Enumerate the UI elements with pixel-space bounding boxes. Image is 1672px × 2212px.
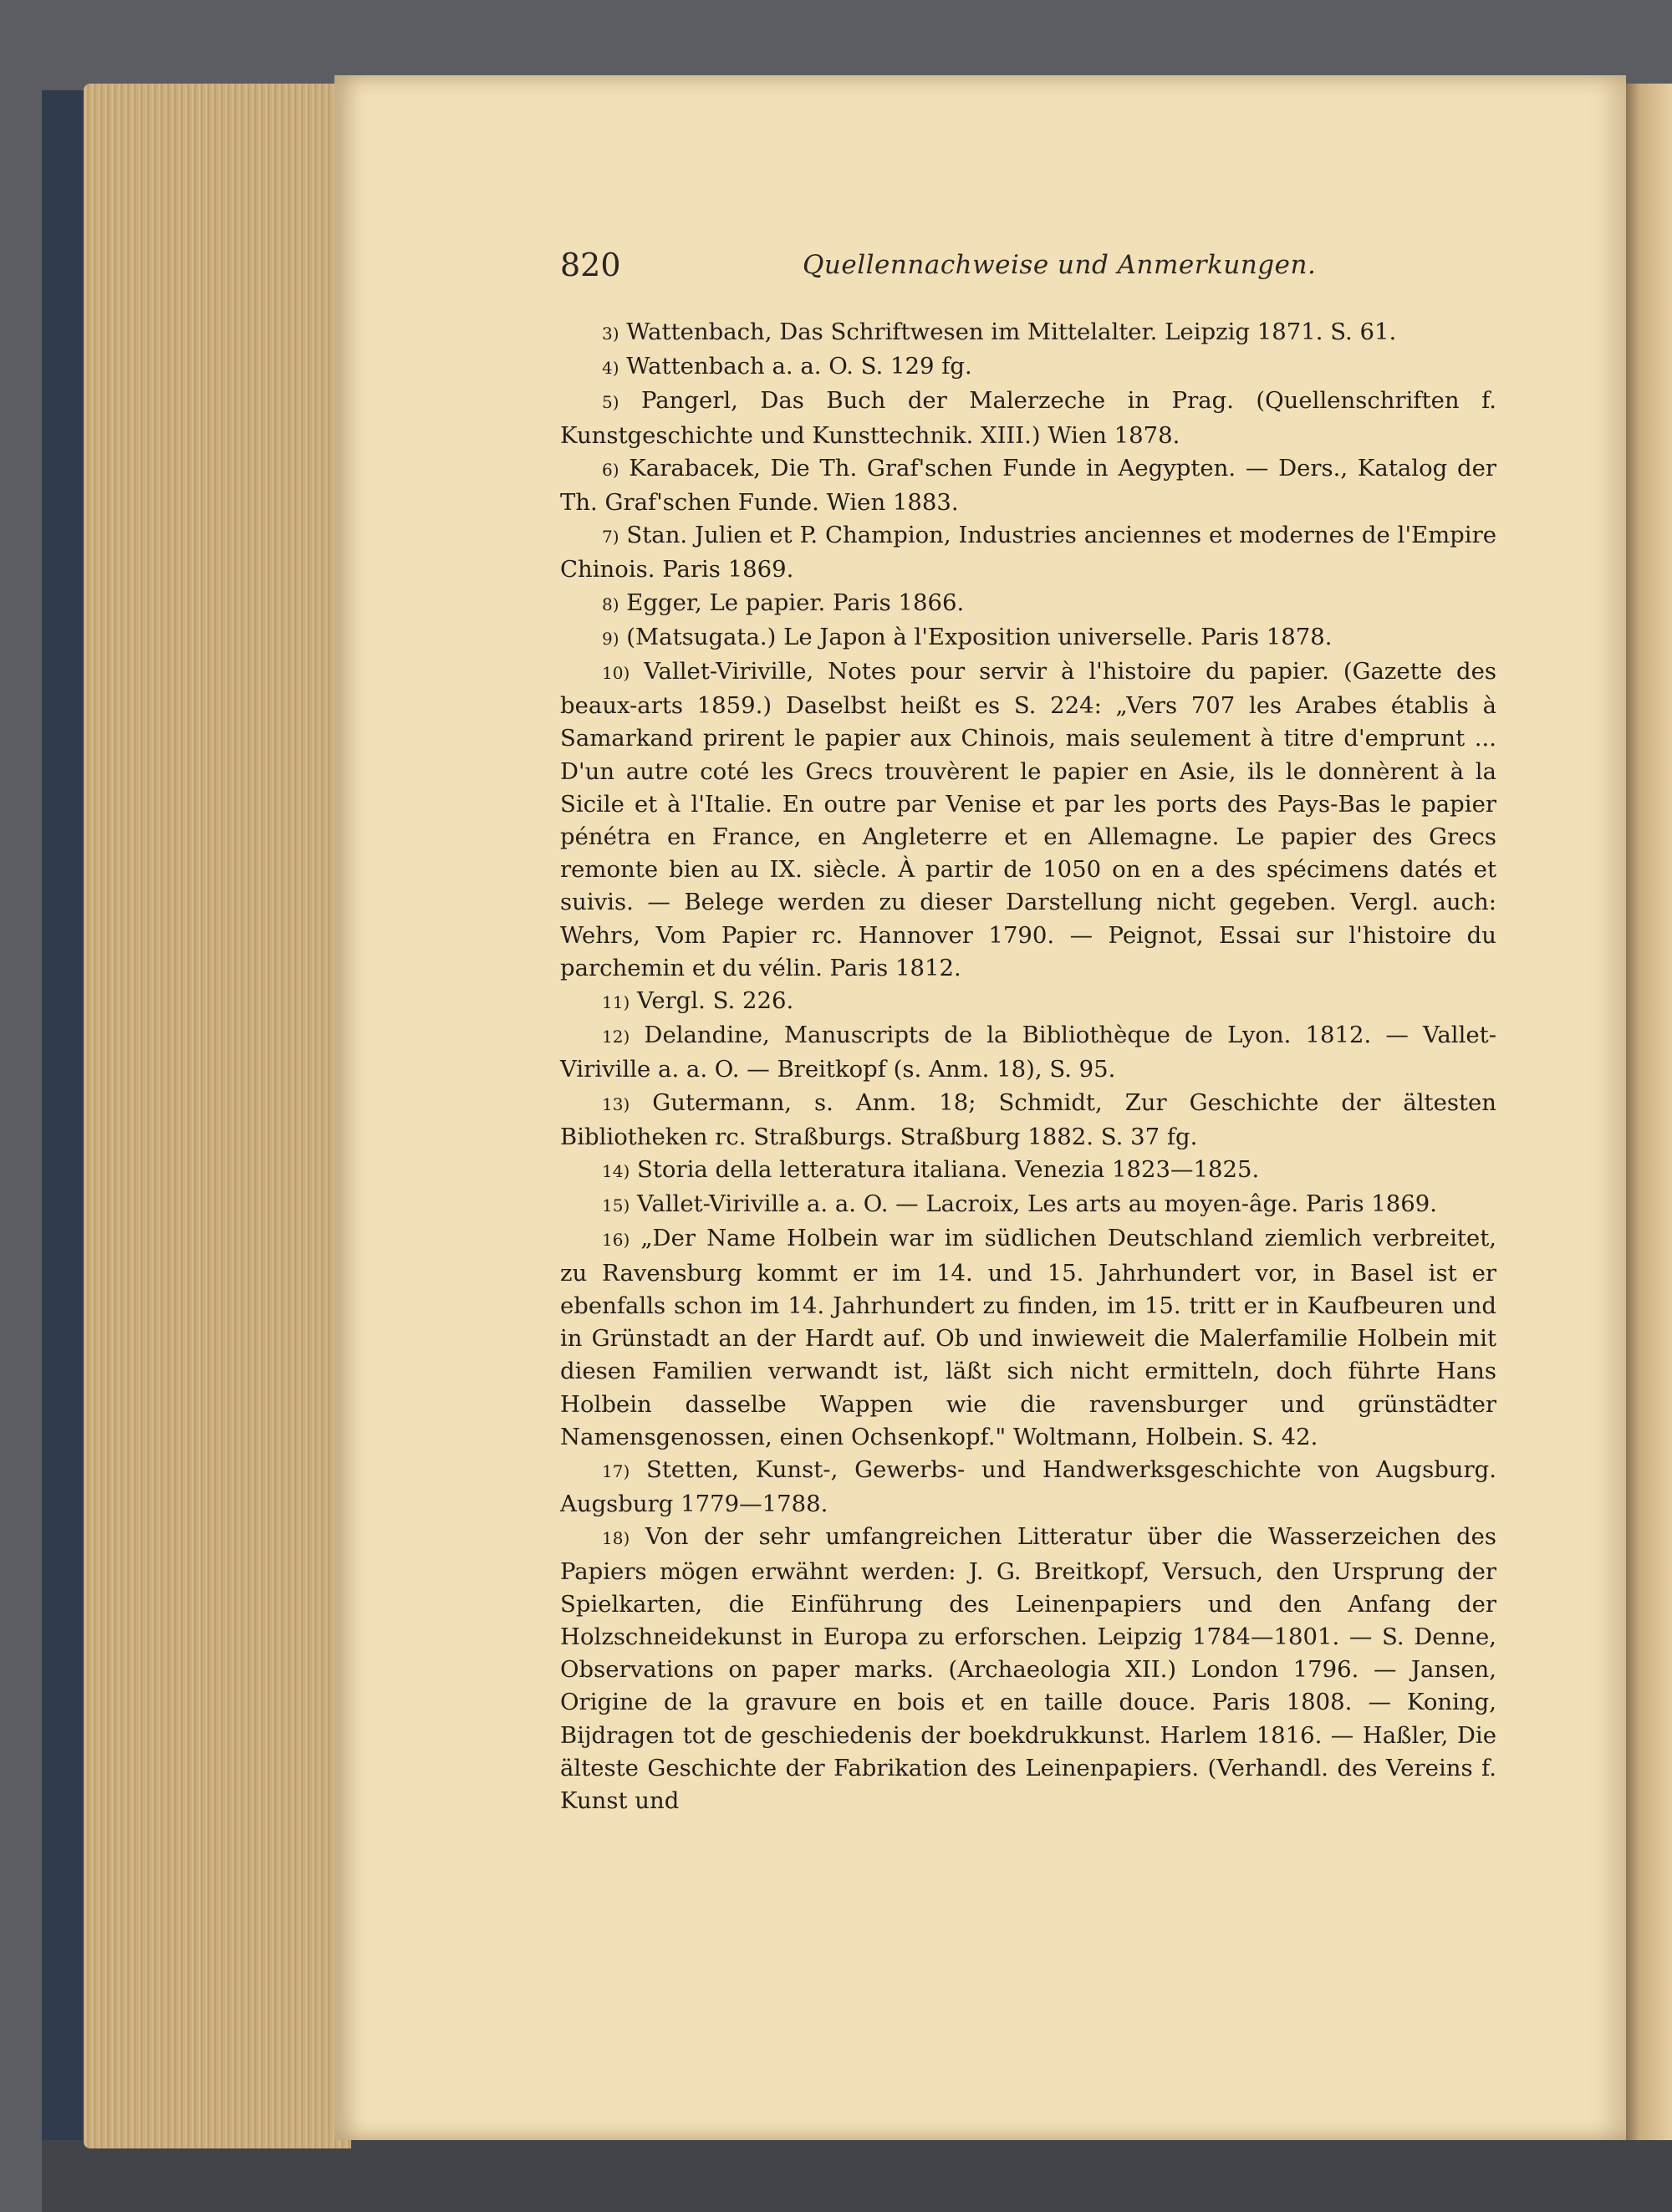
note-number: 15): [602, 1195, 630, 1216]
note-text: (Matsugata.) Le Japon à l'Exposition universelle. Paris 1878.: [626, 623, 1333, 650]
note-15: [560, 1188, 1496, 1222]
note-number: 17): [602, 1460, 630, 1481]
page-header: [560, 247, 1496, 297]
note-text: Von der sehr umfangreichen Litteratur über die Wasserzeichen des Papiers mögen erwähnt werden: J. G. Breitkopf, Versuch, den Ursprung der Spielkarten, die Einführung des Leinenpapiers und den Anfang der Holzschneidekunst in Europa zu erforschen. Leipzig 1784—1801. — S. Denne, Observations on paper marks. (Archaeologia XII.) London 1796. — Jansen, Origine de la gravure en bois et en taille douce. Paris 1808. — Koning, Bijdragen tot de geschiedenis der boekdrukkunst. Harlem 1816. — Haßler, Die älteste Geschichte der Fabrikation des Leinenpapiers. (Verhandl. des Vereins f. Kunst und: [560, 1523, 1496, 1814]
endnotes: [560, 316, 1496, 1817]
note-text: Stetten, Kunst-, Gewerbs- und Handwerksgeschichte von Augsburg. Augsburg 1779—1788.: [560, 1455, 1496, 1518]
note-number: 18): [602, 1528, 630, 1549]
note-number: 6): [602, 459, 619, 480]
note-17: [560, 1454, 1496, 1521]
note-text: Delandine, Manuscripts de la Bibliothèque de Lyon. 1812. — Vallet-Viriville a. a. O. — Breitkopf (s. Anm. 18), S. 95.: [560, 1022, 1496, 1083]
note-number: 8): [602, 594, 619, 614]
note-text: Wattenbach a. a. O. S. 129 fg.: [626, 353, 972, 380]
running-title: Quellennachweise und Anmerkungen.: [803, 250, 1317, 280]
note-6: [560, 452, 1496, 519]
note-number: 7): [602, 527, 619, 548]
note-text: Pangerl, Das Buch der Malerzeche in Prag. (Quellenschriften f. Kunstgeschichte und Kunsttechnik. XIII.) Wien 1878.: [560, 387, 1497, 449]
note-number: 12): [602, 1027, 630, 1047]
note-text: Stan. Julien et P. Champion, Industries anciennes et modernes de l'Empire Chinois. Paris 1869.: [560, 522, 1496, 584]
note-number: 3): [602, 324, 619, 344]
note-number: 16): [602, 1230, 630, 1251]
page-edges: [84, 84, 351, 2148]
book-cover-bottom: [42, 2140, 1672, 2212]
note-text: Karabacek, Die Th. Graf'schen Funde in Aegypten. — Ders., Katalog der Th. Graf'schen Funde. Wien 1883.: [560, 454, 1496, 517]
note-text: Gutermann, s. Anm. 18; Schmidt, Zur Geschichte der ältesten Bibliotheken rc. Straßburgs. Straßburg 1882. S. 37 fg.: [560, 1088, 1497, 1150]
note-text: Vallet-Viriville a. a. O. — Lacroix, Les arts au moyen-âge. Paris 1869.: [637, 1190, 1438, 1218]
note-number: 14): [602, 1161, 630, 1182]
note-text: Wattenbach, Das Schriftwesen im Mittelalter. Leipzig 1871. S. 61.: [626, 319, 1397, 345]
note-10: [560, 655, 1496, 985]
note-18: [560, 1521, 1496, 1817]
note-text: Egger, Le papier. Paris 1866.: [626, 589, 965, 616]
note-number: 13): [602, 1093, 630, 1114]
note-7: [560, 519, 1496, 586]
note-9: [560, 621, 1496, 655]
note-text: Storia della letteratura italiana. Venezia 1823—1825.: [637, 1156, 1260, 1184]
note-14: [560, 1154, 1496, 1188]
note-13: [560, 1087, 1496, 1154]
note-number: 4): [602, 358, 619, 379]
note-text: Vallet-Viriville, Notes pour servir à l'histoire du papier. (Gazette des beaux-arts 1859.) Daselbst heißt es S. 224: „Vers 707 les Arabes établis à Samarkand prirent le papier aux Chinois, mais seulement à titre d'emprunt ... D'un autre coté les Grecs trouvèrent le papier en Asie, ils le donnèrent à la Sicile et à l'Italie. En outre par Venise et par les ports des Pays-Bas le papier pénétra en France, en Angleterre et en Allemagne. Le papier des Grecs remonte bien au IX. siècle. À partir de 1050 on en a des spécimens datés et suivis. — Belege werden zu dieser Darstellung nicht gegeben. Vergl. auch: Wehrs, Vom Papier rc. Hannover 1790. — Peignot, Essai sur l'histoire du parchemin et du vélin. Paris 1812.: [560, 658, 1497, 981]
note-12: [560, 1019, 1496, 1086]
note-8: [560, 587, 1496, 621]
facing-page-edge: [1626, 84, 1672, 2140]
page-number: 820: [560, 247, 621, 283]
note-number: 5): [602, 392, 619, 413]
note-4: [560, 350, 1496, 385]
note-number: 10): [602, 663, 630, 684]
note-text: „Der Name Holbein war im südlichen Deutschland ziemlich verbreitet, zu Ravensburg kommt er im 14. und 15. Jahrhundert vor, in Basel ist er ebenfalls schon im 14. Jahrhundert zu finden, im 15. tritt er in Kaufbeuren und in Grünstadt an der Hardt auf. Ob und inwieweit die Malerfamilie Holbein mit diesen Familien verwandt ist, läßt sich nicht ermitteln, doch führte Hans Holbein dasselbe Wappen wie die ravensburger und grünstädter Namensgenossen, einen Ochsenkopf." Woltmann, Holbein. S. 42.: [560, 1225, 1496, 1450]
note-number: 11): [602, 992, 630, 1013]
note-3: [560, 316, 1496, 350]
note-5: [560, 385, 1496, 451]
note-number: 9): [602, 628, 619, 649]
note-text: Vergl. S. 226.: [637, 987, 794, 1015]
note-11: [560, 985, 1496, 1019]
note-16: [560, 1222, 1496, 1453]
